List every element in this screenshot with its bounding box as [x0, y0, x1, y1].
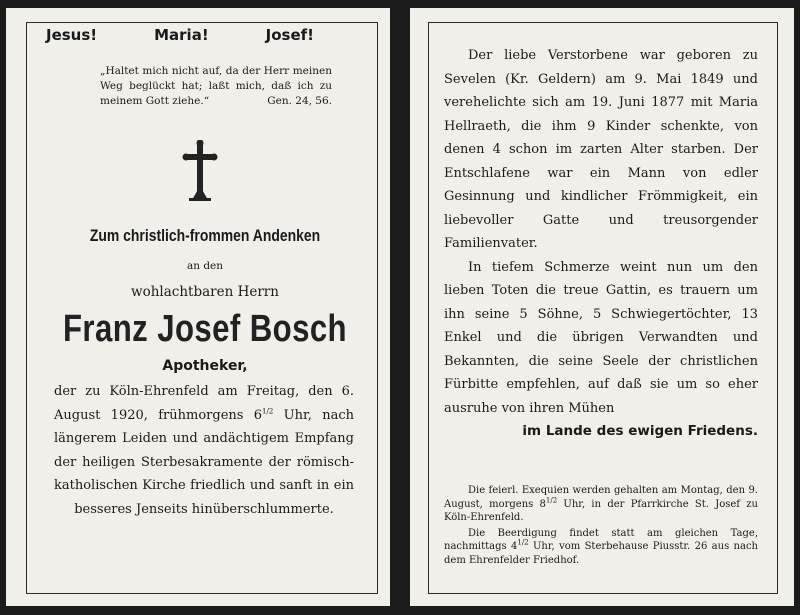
closing-line: im Lande des ewigen Friedens. [522, 423, 758, 439]
burial-part2: Uhr, vom Sterbehause Piusstr. 26 aus nach dem Ehrenfelder Friedhof. [444, 541, 758, 566]
death-notice-fraction: 1/2 [262, 407, 274, 416]
funeral-notes [444, 484, 758, 569]
exequies-fraction: 1/2 [545, 496, 558, 505]
death-notice-text [54, 380, 354, 521]
death-notice-part2: Uhr, nach längerem Leiden und andächtigem Empfang der heiligen Sterbesakramente der römisch-katholischen Kirche friedlich und sanft in ein besseres Jenseits hinüberschlummerte. [54, 407, 355, 517]
scripture-quote [100, 64, 332, 109]
profession: Apotheker, [162, 358, 248, 374]
deceased-name: Franz Josef Bosch [62, 308, 348, 350]
death-notice-part1: der zu Köln-Ehrenfeld am Freitag, den 6. August 1920, frühmorgens 6 [54, 384, 354, 423]
honorific: wohlachtbaren Herrn [131, 284, 279, 300]
memorial-heading: Zum christlich-frommen Andenken [89, 226, 321, 245]
exequies-part2: Uhr, in der Pfarrkirche St. Josef zu Köln-Ehrenfeld. [444, 498, 758, 523]
quote-reference: Gen. 24, 56. [267, 95, 332, 107]
burial-part1: Die Beerdigung findet statt am gleichen Tage, nachmittags 4 [444, 527, 758, 552]
burial-note [444, 527, 758, 568]
preposition: an den [186, 260, 224, 272]
cross-icon [182, 140, 218, 206]
exequies-part1: Die feierl. Exequien werden gehalten am Montag, den 9. August, morgens 8 [444, 485, 758, 510]
burial-fraction: 1/2 [517, 538, 529, 547]
biography-paragraph-1: Der liebe Verstorbene war geboren zu Sevelen (Kr. Geldern) am 9. Mai 1849 und verehelichte sich am 19. Juni 1877 mit Maria Hellraeth, die ihm 9 Kinder schenkte, von denen 4 schon im zarten Alter starben. Der Entschlafene war ein Mann von edler Gesinnung und kindlicher Frömmigkeit, ein liebevoller Gatte und treusorgender Familienvater. [444, 48, 758, 251]
invocation-josef: Josef! [265, 26, 314, 44]
invocation [30, 26, 330, 44]
invocation-maria: Maria! [154, 26, 209, 44]
quote-text: „Haltet mich nicht auf, da der Herr meinen Weg beglückt hat; laßt mich, daß ich zu meinem Gott ziehe.“ [100, 65, 332, 107]
biography-paragraph-2: In tiefem Schmerze weint nun um den lieben Toten die treue Gattin, es trauern um ihn seine 5 Söhne, 5 Schwiegertöchter, 13 Enkel und die übrigen Verwandten und Bekannten, die seine Seele der christlichen Fürbitte empfehlen, auf daß sie um so eher ausruhe von ihren Mühen [444, 259, 758, 416]
invocation-jesus: Jesus! [46, 26, 98, 44]
biography [444, 44, 758, 444]
exequies-note [444, 484, 758, 525]
